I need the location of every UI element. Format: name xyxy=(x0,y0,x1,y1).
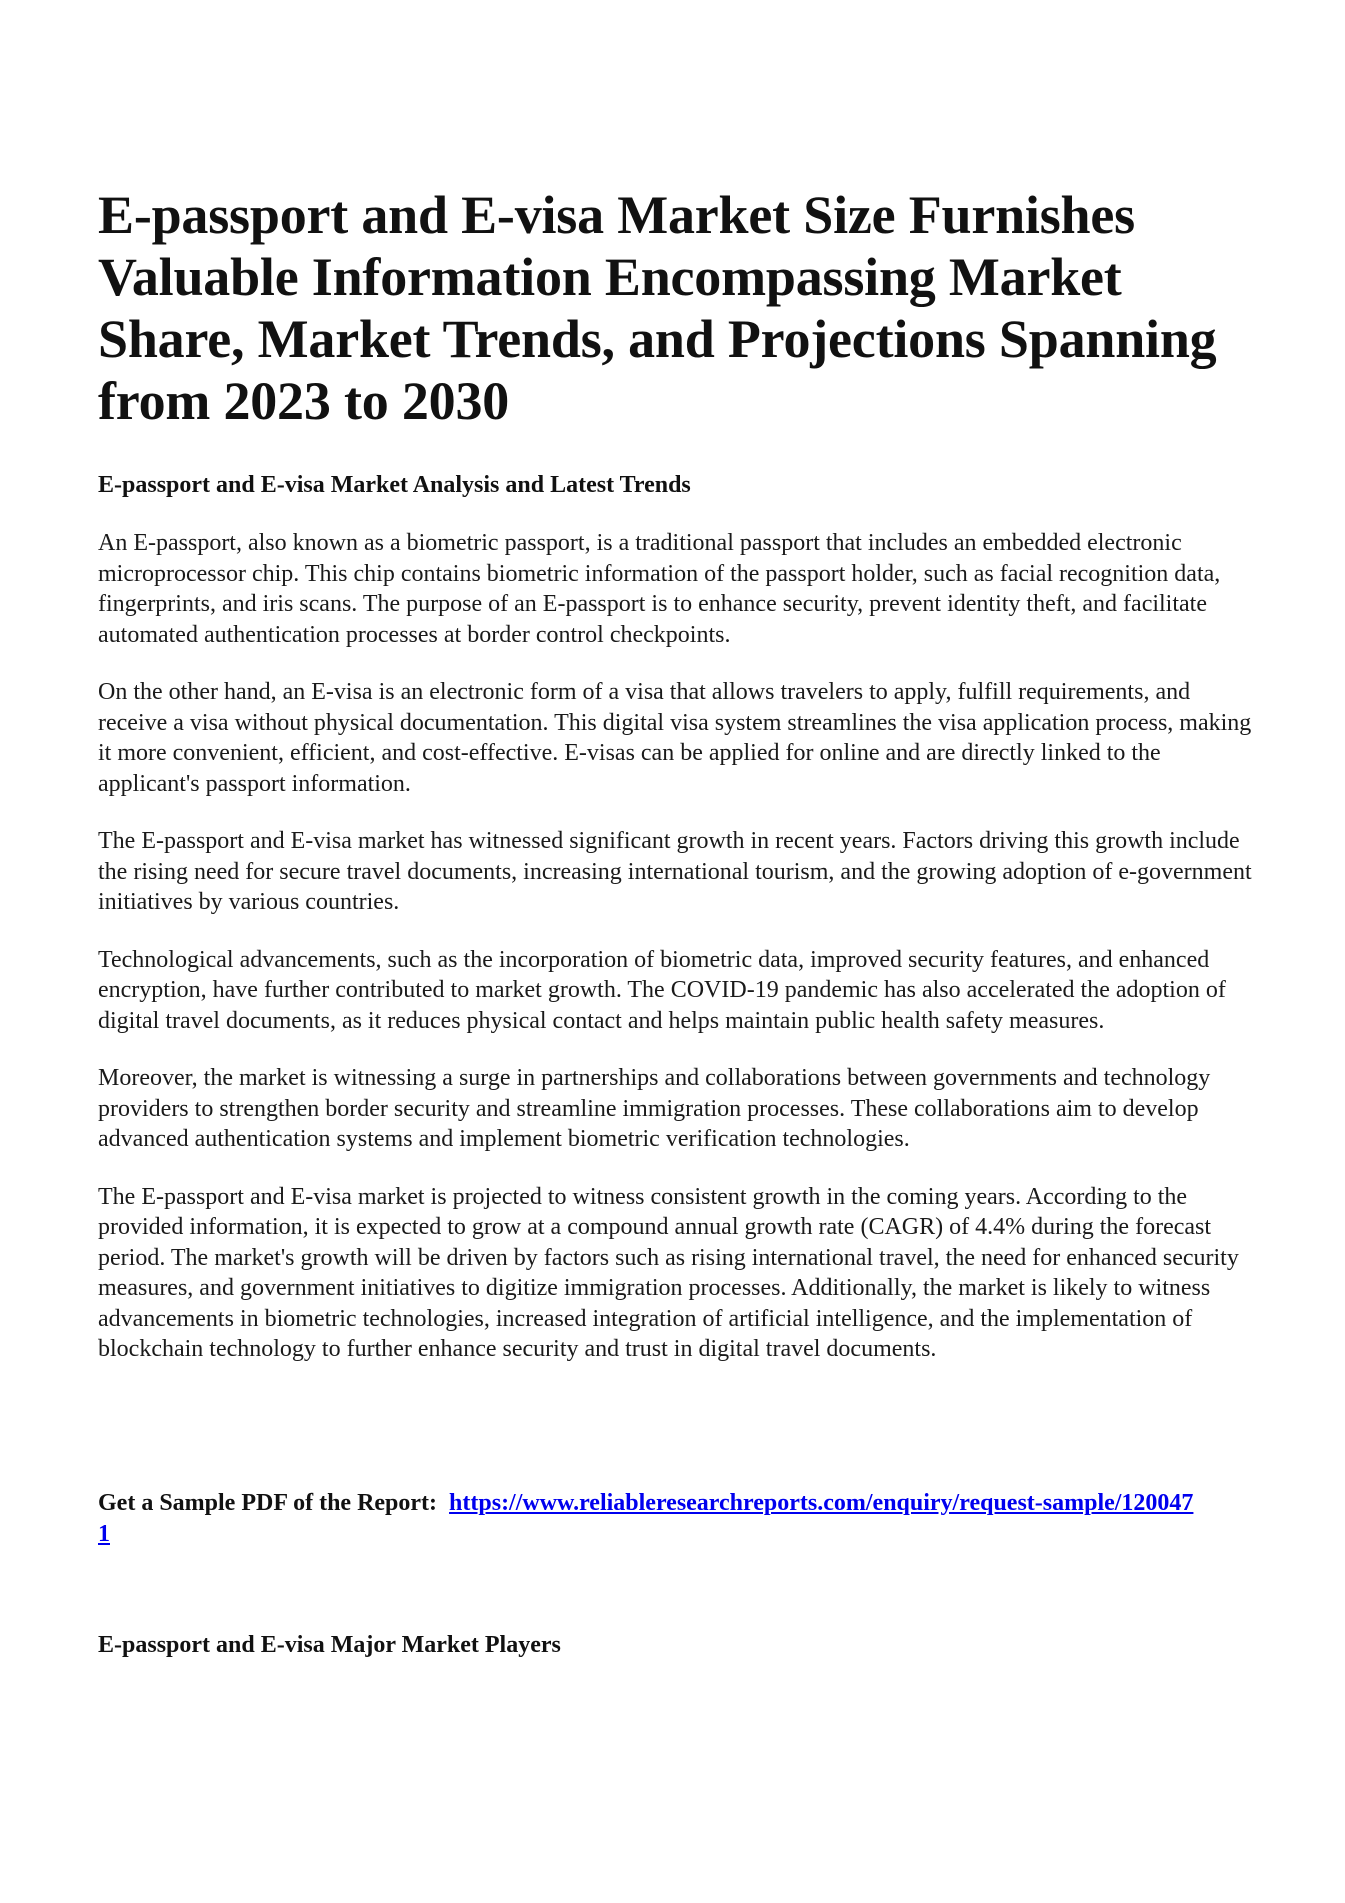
major-market-players-heading: E-passport and E-visa Major Market Players xyxy=(98,1632,561,1658)
sample-pdf-line xyxy=(98,1488,1198,1549)
analysis-section-heading: E-passport and E-visa Market Analysis and Latest Trends xyxy=(98,472,691,498)
document-title: E-passport and E-visa Market Size Furnishes Valuable Information Encompassing Market Share, Market Trends, and Projections Spanning from 2023 to 2030 xyxy=(98,185,1217,431)
paragraph-partnerships: Moreover, the market is witnessing a surge in partnerships and collaborations between governments and technology providers to strengthen border security and streamline immigration processes. These collaborations aim to develop advanced authentication systems and implement biometric verification technologies. xyxy=(98,1065,1211,1152)
paragraph-cagr-projection: The E-passport and E-visa market is projected to witness consistent growth in the coming years. According to the provided information, it is expected to grow at a compound annual growth rate (CAGR) of 4.4% during the forecast period. The market's growth will be driven by factors such as rising international travel, the need for enhanced security measures, and government initiatives to digitize immigration processes. Additionally, the market is likely to witness advancements in biometric technologies, increased integration of artificial intelligence, and the implementation of blockchain technology to further enhance security and trust in digital travel documents. xyxy=(98,1183,1239,1362)
analysis-section-body xyxy=(98,528,1258,1392)
paragraph-epassport-definition: An E-passport, also known as a biometric passport, is a traditional passport that includes an embedded electronic microprocessor chip. This chip contains biometric information of the passport holder, such as facial recognition data, fingerprints, and iris scans. The purpose of an E-passport is to enhance security, prevent identity theft, and facilitate automated authentication processes at border control checkpoints. xyxy=(98,530,1221,648)
paragraph-market-growth: The E-passport and E-visa market has witnessed significant growth in recent years. Factors driving this growth include the rising need for secure travel documents, increasing international tourism, and the growing adoption of e-government initiatives by various countries. xyxy=(98,828,1252,915)
sample-pdf-label: Get a Sample PDF of the Report: xyxy=(98,1490,438,1516)
sample-pdf-link[interactable]: https://www.reliableresearchreports.com/enquiry/request-sample/1200471 xyxy=(98,1490,1194,1547)
paragraph-technological-advancements: Technological advancements, such as the incorporation of biometric data, improved security features, and enhanced encryption, have further contributed to market growth. The COVID-19 pandemic has also accelerated the adoption of digital travel documents, as it reduces physical contact and helps maintain public health safety measures. xyxy=(98,946,1226,1034)
paragraph-evisa-definition: On the other hand, an E-visa is an electronic form of a visa that allows travelers to apply, fulfill requirements, and receive a visa without physical documentation. This digital visa system streamlines the visa application process, making it more convenient, efficient, and cost-effective. E-visas can be applied for online and are directly linked to the applicant's passport information. xyxy=(98,679,1252,797)
